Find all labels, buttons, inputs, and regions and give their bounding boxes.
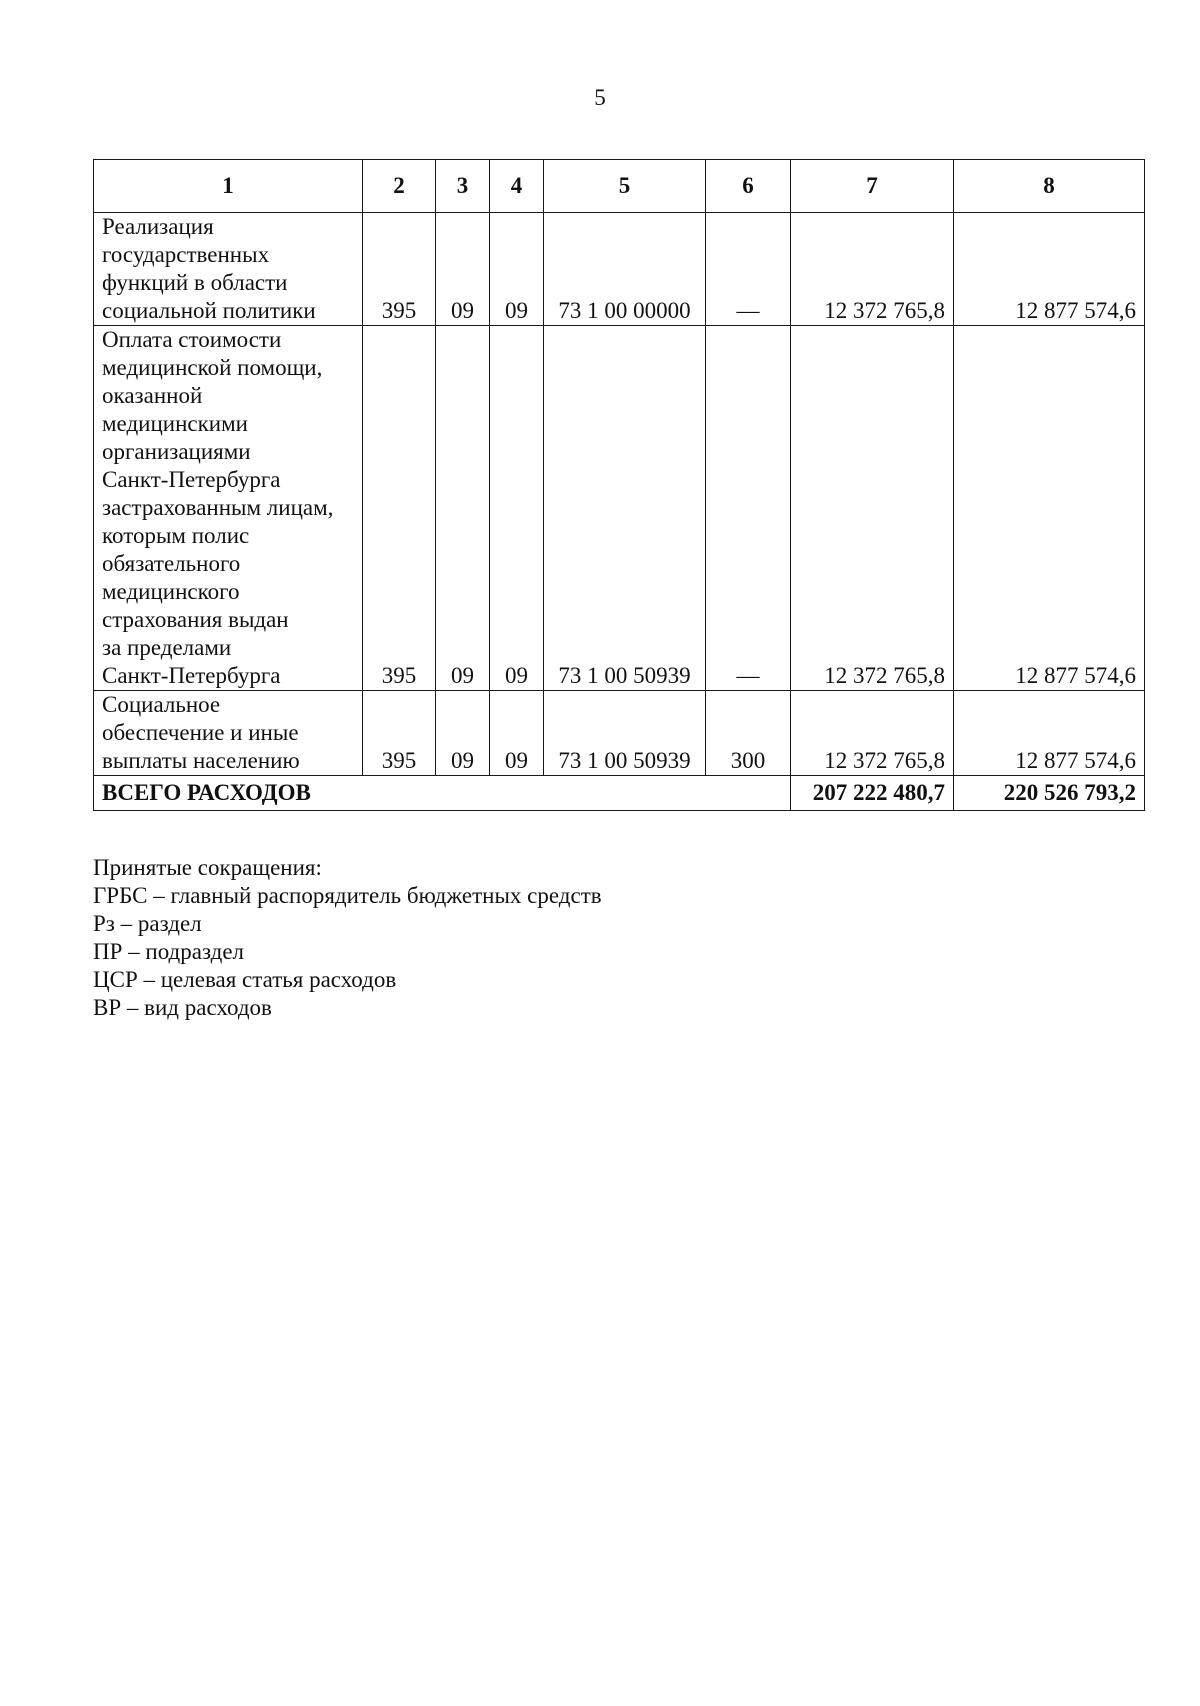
expense-name-line: Социальное xyxy=(102,692,221,717)
csr-cell: 73 1 00 00000 xyxy=(544,213,706,326)
rz-cell: 09 xyxy=(436,326,490,691)
expense-name-line: Санкт-Петербурга xyxy=(102,663,281,688)
total-row xyxy=(94,776,1145,811)
amount-year1-cell: 12 372 765,8 xyxy=(791,213,954,326)
expense-name-cell xyxy=(94,691,363,776)
pr-cell: 09 xyxy=(490,326,544,691)
total-year1-cell: 207 222 480,7 xyxy=(791,776,954,811)
expense-name-line: медицинскими xyxy=(102,411,248,436)
vr-cell: 300 xyxy=(706,691,791,776)
total-year2-cell: 220 526 793,2 xyxy=(954,776,1145,811)
header-cell: 6 xyxy=(706,160,791,213)
header-cell: 4 xyxy=(490,160,544,213)
abbreviations-title: Принятые сокращения: xyxy=(93,855,322,880)
rz-cell: 09 xyxy=(436,213,490,326)
pr-cell: 09 xyxy=(490,213,544,326)
header-cell: 8 xyxy=(954,160,1145,213)
amount-year2-cell: 12 877 574,6 xyxy=(954,326,1145,691)
expense-name-line: за пределами xyxy=(102,635,232,660)
header-cell: 5 xyxy=(544,160,706,213)
expense-name-line: организациями xyxy=(102,439,251,464)
expense-name-line: государственных xyxy=(102,242,270,267)
expense-name-cell xyxy=(94,326,363,691)
expense-name-line: функций в области xyxy=(102,270,288,295)
header-cell: 1 xyxy=(94,160,363,213)
rz-cell: 09 xyxy=(436,691,490,776)
expense-name-line: обязательного xyxy=(102,551,241,576)
header-cell: 7 xyxy=(791,160,954,213)
table-row xyxy=(94,326,1145,691)
page-number: 5 xyxy=(594,85,606,110)
header-cell: 2 xyxy=(363,160,436,213)
expense-name-cell xyxy=(94,213,363,326)
expense-name-line: страхования выдан xyxy=(102,607,289,632)
vr-cell: — xyxy=(706,213,791,326)
abbreviations-block xyxy=(93,854,1093,1022)
amount-year1-cell: 12 372 765,8 xyxy=(791,691,954,776)
abbreviation-item: ВР – вид расходов xyxy=(93,995,272,1020)
expense-name-line: обеспечение и иные xyxy=(102,720,299,745)
header-cell: 3 xyxy=(436,160,490,213)
expense-name-line: медицинского xyxy=(102,579,240,604)
abbreviation-item: ЦСР – целевая статья расходов xyxy=(93,967,397,992)
expense-name-line: которым полис xyxy=(102,523,250,548)
expense-name-line: Оплата стоимости xyxy=(102,327,282,352)
expense-name-line: социальной политики xyxy=(102,298,316,323)
csr-cell: 73 1 00 50939 xyxy=(544,326,706,691)
table-header-row xyxy=(94,160,1145,213)
grbs-cell: 395 xyxy=(363,691,436,776)
table-row xyxy=(94,691,1145,776)
table-row xyxy=(94,213,1145,326)
total-label: ВСЕГО РАСХОДОВ xyxy=(94,776,791,811)
grbs-cell: 395 xyxy=(363,326,436,691)
expense-name-line: застрахованным лицам, xyxy=(102,495,334,520)
amount-year2-cell: 12 877 574,6 xyxy=(954,213,1145,326)
csr-cell: 73 1 00 50939 xyxy=(544,691,706,776)
pr-cell: 09 xyxy=(490,691,544,776)
abbreviation-item: ГРБС – главный распорядитель бюджетных средств xyxy=(93,883,602,908)
expense-name-line: оказанной xyxy=(102,383,203,408)
grbs-cell: 395 xyxy=(363,213,436,326)
abbreviation-item: Рз – раздел xyxy=(93,911,202,936)
expense-name-line: медицинской помощи, xyxy=(102,355,323,380)
abbreviation-item: ПР – подраздел xyxy=(93,939,245,964)
budget-table xyxy=(93,159,1145,811)
expense-name-line: Санкт-Петербурга xyxy=(102,467,281,492)
vr-cell: — xyxy=(706,326,791,691)
expense-name-line: выплаты населению xyxy=(102,748,300,773)
expense-name-line: Реализация xyxy=(102,214,214,239)
amount-year2-cell: 12 877 574,6 xyxy=(954,691,1145,776)
amount-year1-cell: 12 372 765,8 xyxy=(791,326,954,691)
